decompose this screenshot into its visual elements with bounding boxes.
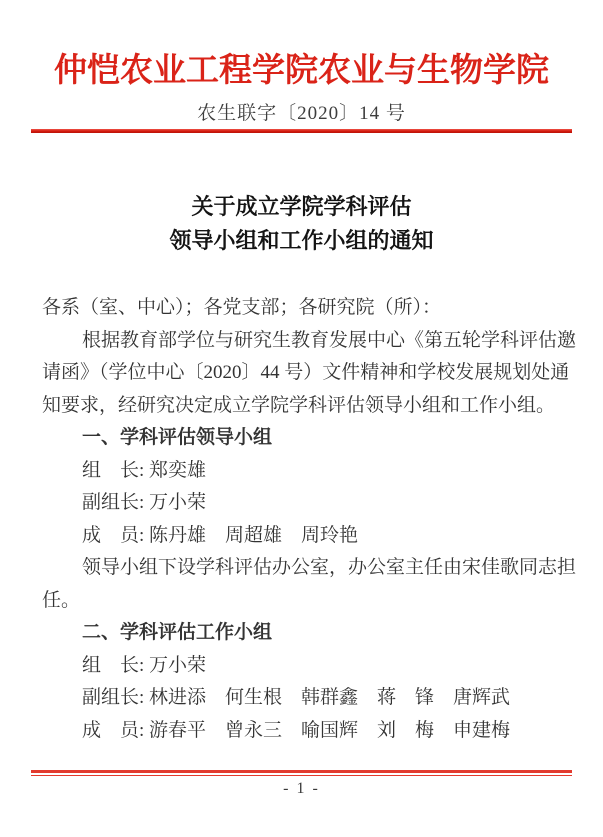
body-line: 副组长: 万小荣 <box>82 492 207 513</box>
body-line: 知要求，经研究决定成立学院学科评估领导小组和工作小组。 <box>42 394 556 416</box>
section-heading: 一、学科评估领导小组 <box>82 427 273 448</box>
body-line: 组 长: 郑奕雄 <box>82 459 207 481</box>
body-line: 根据教育部学位与研究生教育发展中心《第五轮学科评估邀 <box>82 329 577 351</box>
letterhead-org-name: 仲恺农业工程学院农业与生物学院 <box>54 53 549 89</box>
body-line: 成 员: 陈丹雄 周超雄 周玲艳 <box>82 524 359 546</box>
document-title-line1: 关于成立学院学科评估 <box>191 194 412 219</box>
body-line: 副组长: 林进添 何生根 韩群鑫 蒋 锋 唐辉武 <box>82 687 511 708</box>
page-number: - 1 - <box>283 780 320 797</box>
document-title <box>0 190 603 258</box>
body-line: 成 员: 游春平 曾永三 喻国辉 刘 梅 申建梅 <box>82 719 511 741</box>
body-line: 领导小组下设学科评估办公室，办公室主任由宋佳歌同志担 <box>82 557 577 578</box>
document-number: 农生联字〔2020〕14 号 <box>197 103 406 124</box>
footer-red-double-line <box>31 770 572 776</box>
document-title-line2: 领导小组和工作小组的通知 <box>169 228 434 253</box>
header-red-divider-line <box>31 129 572 133</box>
body-line: 任。 <box>42 589 81 611</box>
body-line: 组 长: 万小荣 <box>82 654 207 676</box>
document-body <box>42 292 577 747</box>
body-line: 请函》（学位中心〔2020〕44 号）文件精神和学校发展规划处通 <box>42 362 570 383</box>
body-line: 各系（室、中心）；各党支部；各研究院（所）： <box>42 297 442 318</box>
section-heading: 二、学科评估工作小组 <box>82 622 273 643</box>
